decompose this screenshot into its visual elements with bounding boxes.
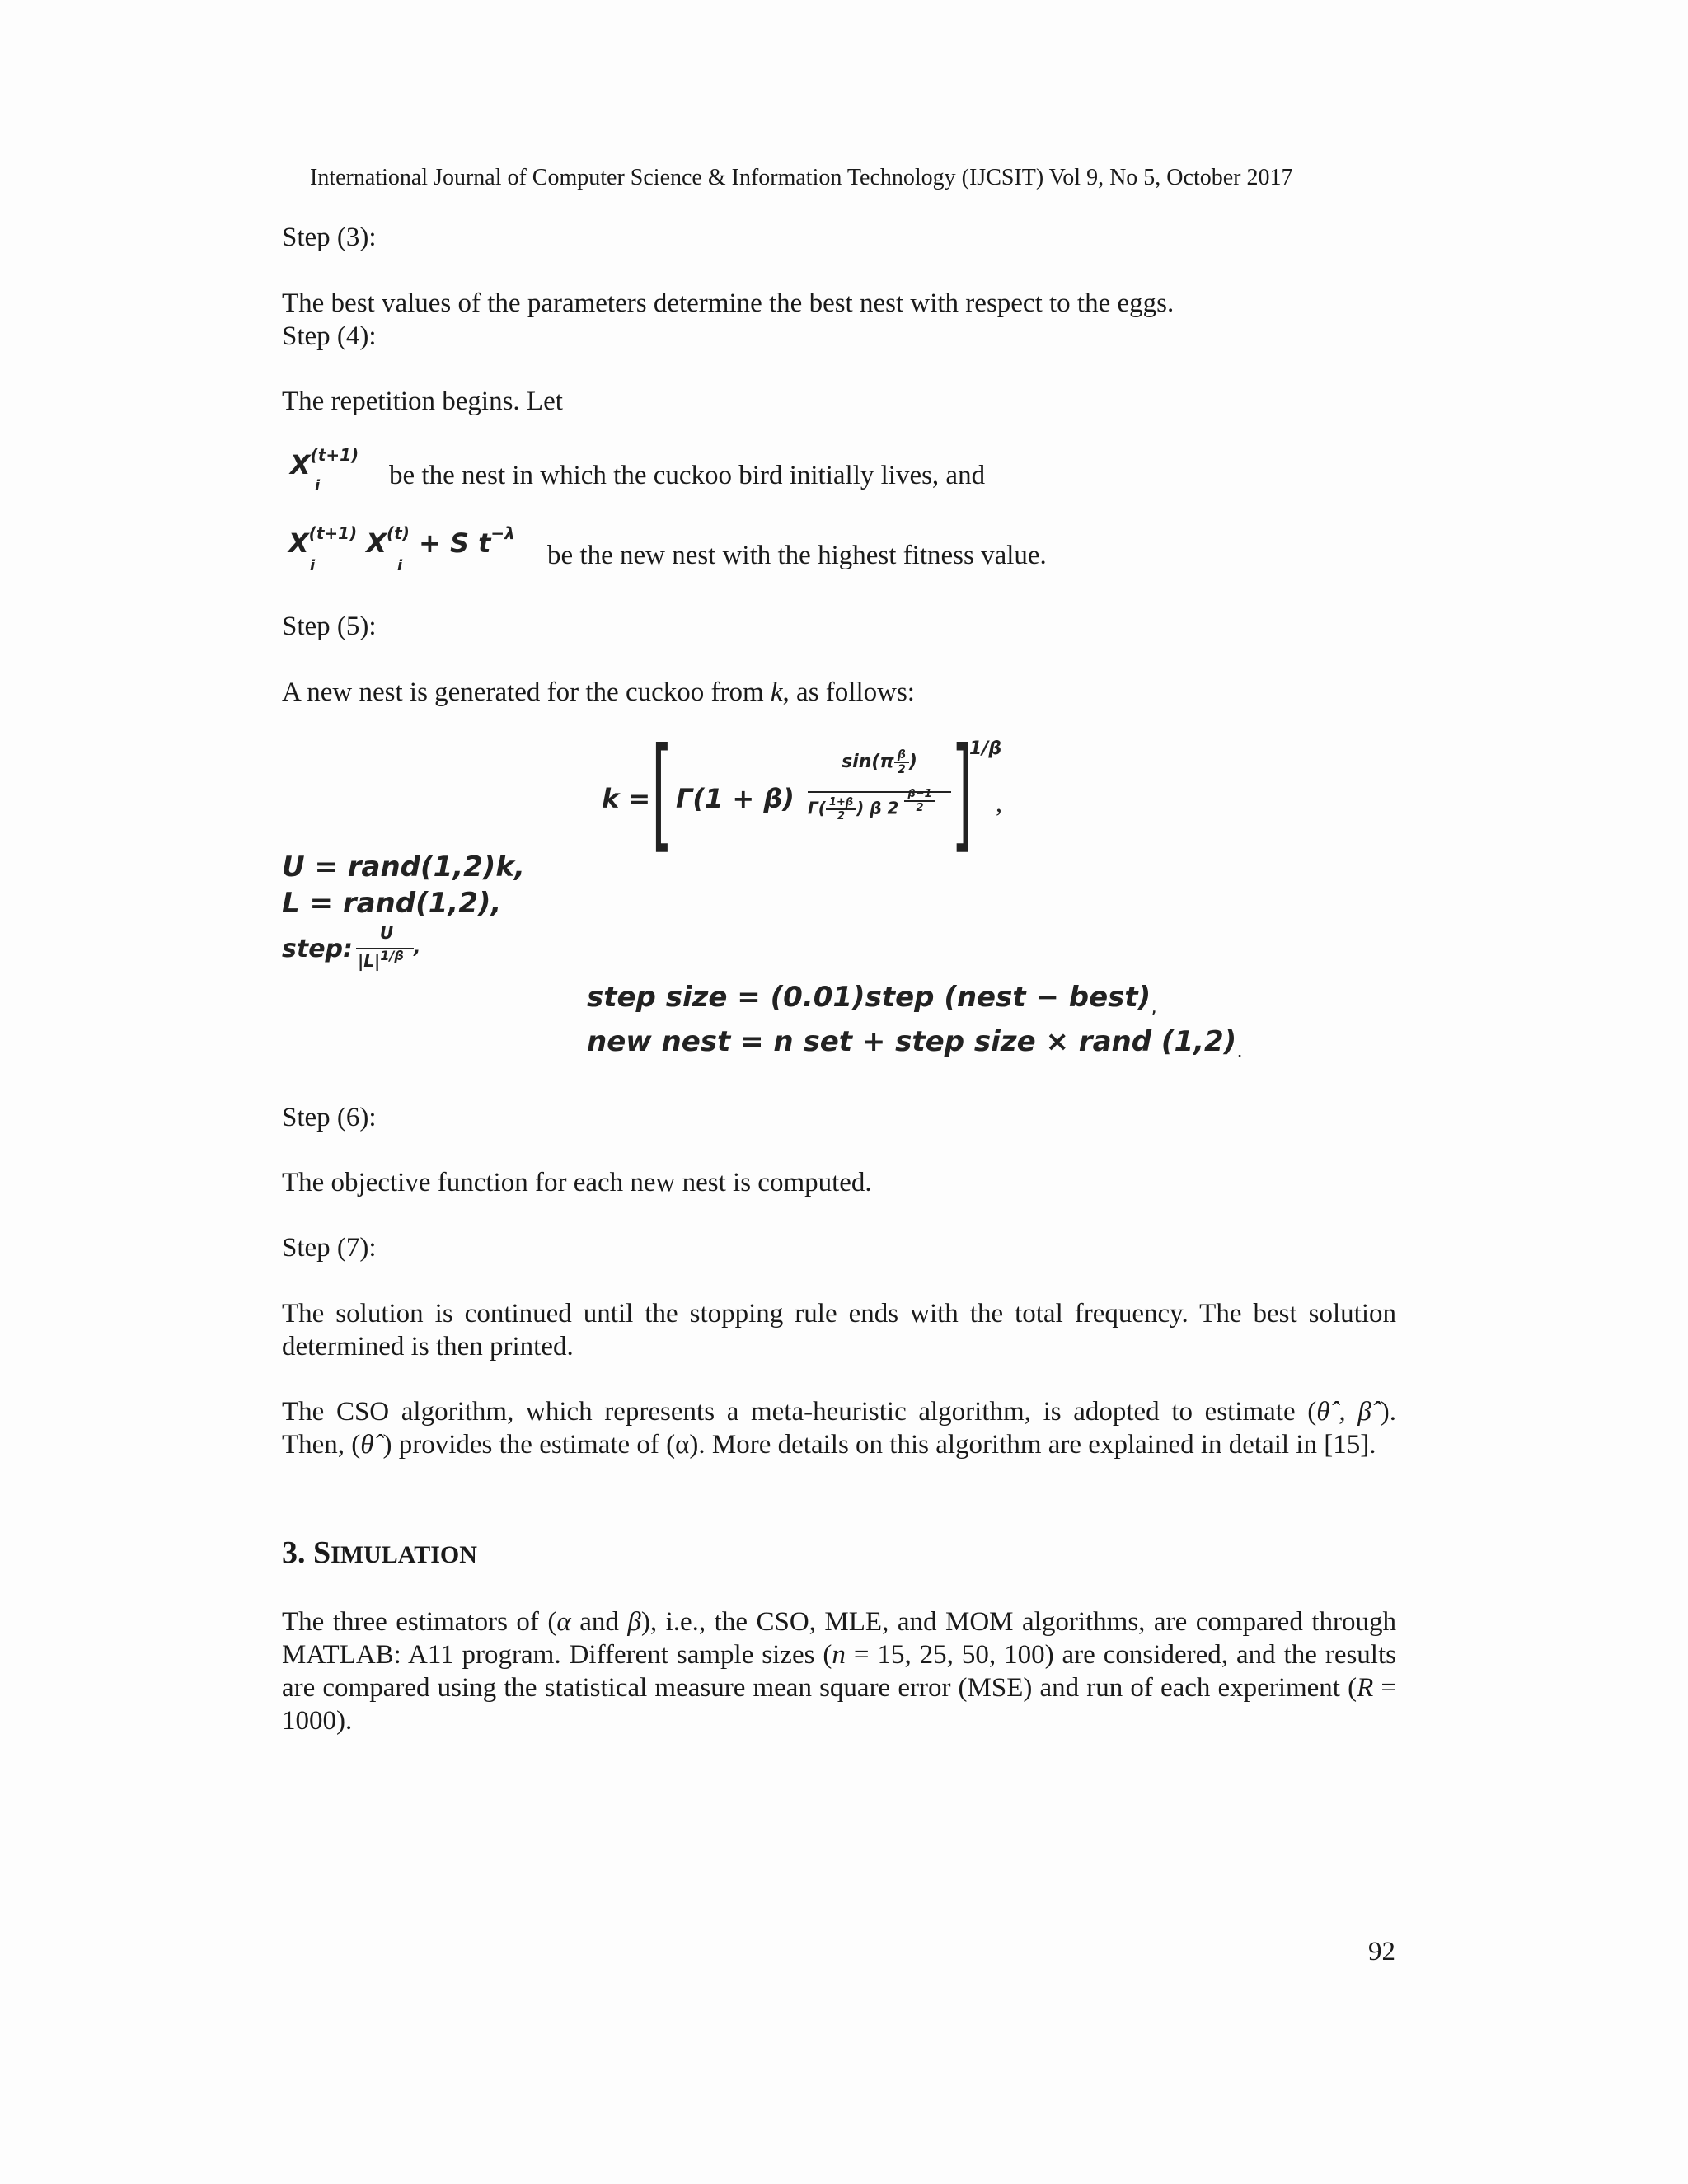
equation-1-description: be the nest in which the cuckoo bird initially lives, and bbox=[389, 461, 986, 490]
step-6-label: Step (6): bbox=[282, 1103, 377, 1132]
equation-k: k = [ Γ(1 + β) sin(π $\frac{\beta}{2}$ ) Γ( $\frac{1+\beta}{2}$ ) β 2 $\frac{\beta-1}{2}$ ] 1/β , bbox=[602, 722, 1002, 865]
equation-step: step: U $|L|^{1/\beta}$ , bbox=[282, 923, 421, 971]
equation-update-rule: $X^{(t+1)}$ i $X^{(t)}$ i + S $t^{-\lambda}$ bbox=[288, 523, 515, 574]
step-7-text: The solution is continued until the stopping rule ends with the total frequency. The best solution determined is then printed. bbox=[282, 1299, 1396, 1361]
step-5-label: Step (5): bbox=[282, 612, 377, 641]
step-5-text: A new nest is generated for the cuckoo from k, as follows: bbox=[282, 677, 915, 707]
step-4-label: Step (4): bbox=[282, 321, 377, 351]
running-header: International Journal of Computer Science & Information Technology (IJCSIT) Vol 9, No 5, October 2017 bbox=[310, 165, 1293, 190]
page-number: 92 bbox=[1368, 1937, 1395, 1966]
equation-new-nest: new nest = n set + step size × rand $(1,2)_.$ bbox=[587, 1025, 1243, 1062]
equation-u: U = rand(1,2)k, bbox=[282, 851, 525, 883]
step-3-text: The best values of the parameters determine the best nest with respect to the eggs. bbox=[282, 288, 1175, 318]
equation-l: L = rand(1,2), bbox=[282, 887, 502, 920]
simulation-paragraph: The three estimators of (α and β), i.e., the CSO, MLE, and MOM algorithms, are compared through MATLAB: A11 program. Different sample sizes (n = 15, 25, 50, 100) are considered, and the results are compared using the statistical measure mean square error (MSE) and run of each experiment (R = 1000). bbox=[282, 1607, 1396, 1736]
equation-step-size: step size = (0.01)step (nest − $best)_,$ bbox=[587, 981, 1157, 1018]
step-7-label: Step (7): bbox=[282, 1233, 377, 1263]
section-heading-simulation: 3. SIMULATION bbox=[282, 1535, 477, 1570]
cso-paragraph: The CSO algorithm, which represents a meta-heuristic algorithm, is adopted to estimate (θˆ, βˆ). Then, (θˆ) provides the estimate of (α). More details on this algorithm are explained in detail in [15]. bbox=[282, 1397, 1397, 1460]
step-6-text: The objective function for each new nest is computed. bbox=[282, 1168, 872, 1197]
equation-x-t-plus-1: $X^{(t+1)}$ i bbox=[290, 445, 359, 494]
step-4-intro: The repetition begins. Let bbox=[282, 387, 563, 416]
step-3-label: Step (3): bbox=[282, 223, 377, 252]
equation-2-description: be the new nest with the highest fitness value. bbox=[547, 541, 1047, 570]
